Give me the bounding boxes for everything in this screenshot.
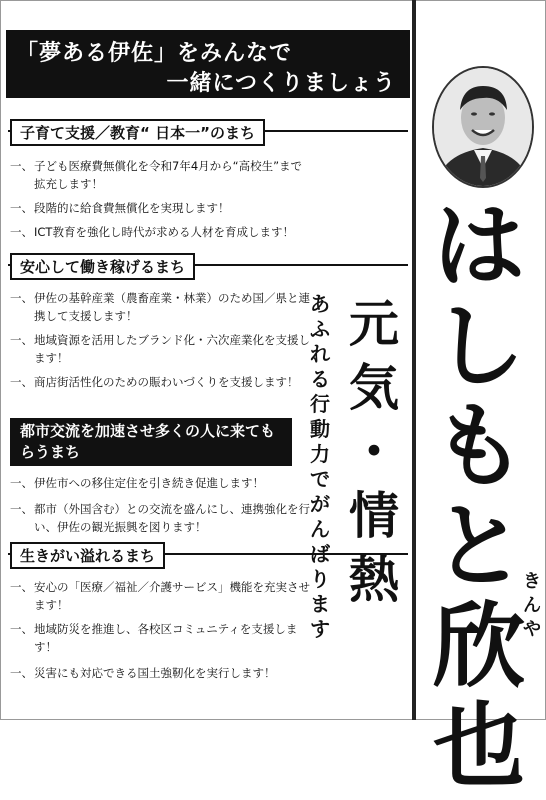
slogan-sub-char: る [310, 367, 330, 391]
list-dash: 一、 [10, 333, 33, 347]
slogan-sub-char: ま [310, 592, 330, 616]
list-item-text: 安心の「医療／福祉／介護サービス」機能を充実させます！ [34, 580, 310, 612]
slogan-sub-char: 力 [310, 442, 330, 466]
section-title-childcare: 子育て支援／教育“ 日本一”のまち [10, 119, 265, 146]
list-dash: 一、 [10, 622, 33, 636]
list-item-text: 地域資源を活用したブランド化・六次産業化を支援します！ [34, 333, 310, 365]
list-dash: 一、 [10, 291, 33, 305]
list-item [10, 664, 310, 682]
list-dash: 一、 [10, 476, 33, 490]
reading-char: や [523, 619, 541, 640]
list-item-text: 災害にも対応できる国土強靭化を実行します！ [34, 666, 276, 680]
slogan-sub-char: れ [310, 342, 330, 366]
slogan-sub-char: ば [310, 542, 330, 566]
list-item [10, 578, 310, 614]
list-item-text: 都市（外国含む）との交流を盛んにし、連携強化を行い、伊佐の観光振興を図ります！ [34, 502, 310, 534]
slogan-main [342, 292, 406, 612]
slogan-sub-char: り [310, 567, 330, 591]
slogan-sub [306, 292, 334, 642]
slogan-sub-char: 行 [310, 392, 330, 416]
list-item [10, 157, 310, 193]
slogan-sub-char: あ [310, 292, 330, 316]
name-char: も [432, 392, 525, 500]
slogan-sub-char: 動 [310, 417, 330, 441]
header-banner [6, 30, 410, 98]
name-char: と [432, 492, 525, 600]
section-title-exchange: 都市交流を加速させ多くの人に来てもらうまち [10, 418, 292, 466]
banner-line-1: 「夢ある伊佐」をみんなで [16, 41, 293, 66]
slogan-char: 気 [349, 358, 399, 417]
list-item [10, 474, 310, 492]
list-item-text: 伊佐市への移住定住を引き続き促進します！ [34, 476, 264, 490]
slogan-sub-char: が [310, 492, 330, 516]
list-dash: 一、 [10, 159, 33, 173]
name-char: 欣 [432, 592, 525, 700]
list-item [10, 620, 310, 656]
slogan-char: ・ [349, 422, 399, 481]
list-item-text: 商店街活性化のための賑わいづくりを支援します！ [34, 375, 299, 389]
list-item [10, 199, 310, 217]
slogan-sub-char: で [310, 467, 330, 491]
section-title-life: 生きがい溢れるまち [10, 542, 165, 569]
list-dash: 一、 [10, 201, 33, 215]
section-title-work: 安心して働き稼げるまち [10, 253, 195, 280]
slogan-char: 元 [349, 294, 399, 353]
name-char: 也 [432, 692, 525, 800]
banner-line-2: 一緒につくりましょう [166, 71, 396, 96]
list-item [10, 289, 310, 325]
list-dash: 一、 [10, 502, 33, 516]
reading-char: ん [523, 595, 541, 616]
slogan-char: 熱 [349, 550, 399, 609]
vertical-divider [412, 0, 416, 720]
list-dash: 一、 [10, 225, 33, 239]
candidate-name [420, 192, 538, 800]
name-char: は [432, 192, 525, 300]
list-dash: 一、 [10, 666, 33, 680]
list-dash: 一、 [10, 580, 33, 594]
list-item [10, 500, 310, 536]
slogan-sub-char: ふ [310, 317, 330, 341]
list-item [10, 223, 310, 241]
candidate-portrait [432, 66, 534, 188]
portrait-figure [434, 68, 532, 186]
name-char: し [432, 292, 525, 400]
list-item-text: 地域防災を推進し、各校区コミュニティを支援します！ [34, 622, 298, 654]
list-item [10, 331, 310, 367]
list-item [10, 373, 310, 391]
slogan-sub-char: す [310, 617, 330, 641]
list-item-text: 段階的に給食費無償化を実現します！ [34, 201, 230, 215]
list-item-text: 伊佐の基幹産業（農畜産業・林業）のため国／県と連携して支援します！ [34, 291, 310, 323]
reading-char: き [523, 571, 541, 592]
slogan-char: 情 [349, 486, 399, 545]
name-reading [520, 570, 544, 642]
list-item-text: ICT教育を強化し時代が求める人材を育成します！ [34, 225, 294, 239]
list-dash: 一、 [10, 375, 33, 389]
slogan-sub-char: ん [310, 517, 330, 541]
list-item-text: 子ども医療費無償化を令和7年4月から“高校生”まで拡充します！ [34, 159, 303, 191]
